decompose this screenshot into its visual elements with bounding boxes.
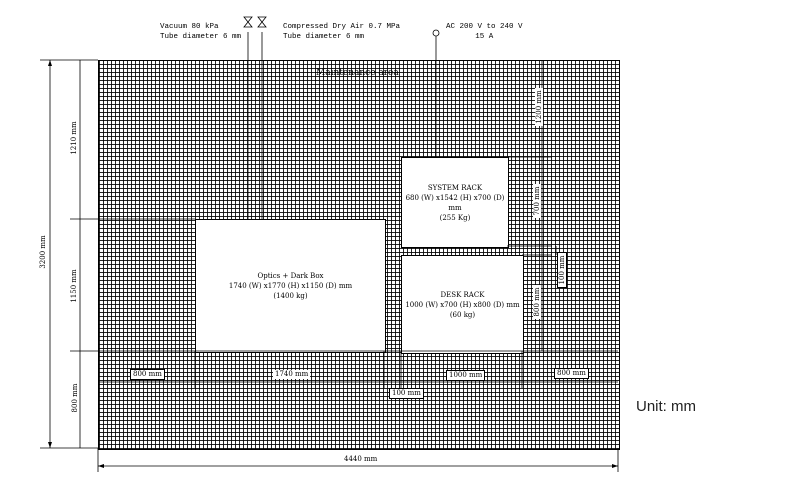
unit-label: Unit: mm [636,398,696,415]
dim-bottom-depth: 800 mm [71,381,79,415]
system-rack-dims: 680 (W) x1542 (H) x700 (D) mm [405,193,505,212]
optics-weight: (1400 kg) [273,292,308,300]
dim-total-height: 3200 mm [39,235,47,269]
dim-top-depth: 1210 mm [70,119,78,157]
dim-total-width: 4440 mm [344,455,378,463]
desk-rack-weight: (60 kg) [449,310,476,319]
dim-left-clear: 800 mm [130,369,165,380]
dim-desk-width: 1000 mm [446,370,485,381]
dim-between-racks: 100 mm [557,252,567,288]
power-current: 15 A [475,33,494,41]
air-spec: Compressed Dry Air 0.7 MPa [283,23,401,31]
maintenance-area-label: Maintenance area [316,68,399,78]
dim-right-clear: 800 mm [554,368,589,379]
dim-right-top: 1200 mm [535,88,543,126]
desk-rack-name: DESK RACK [440,290,485,299]
vacuum-spec: Vacuum 80 kPa [160,23,219,31]
dim-gap: 100 mm [389,388,424,399]
dim-system-depth: 700 mm [533,184,541,218]
desk-rack-dims: 1000 (W) x700 (H) x800 (D) mm [405,300,520,309]
system-rack-name: SYSTEM RACK [427,183,483,192]
dim-mid-depth: 1150 mm [70,267,78,305]
system-rack-weight: (255 Kg) [439,213,471,222]
vacuum-tube: Tube diameter 6 mm [160,33,242,41]
power-spec: AC 200 V to 240 V [446,23,523,31]
dim-desk-depth: 800 mm [533,285,541,319]
optics-dims: 1740 (W) x1770 (H) x1150 (D) mm [228,282,353,290]
vacuum-valve-icon [244,17,252,27]
dim-optics-width: 1740 mm [275,370,309,378]
air-tube: Tube diameter 6 mm [283,33,365,41]
power-outlet-icon [433,30,439,36]
optics-name: Optics + Dark Box [257,272,324,280]
air-valve-icon [258,17,266,27]
